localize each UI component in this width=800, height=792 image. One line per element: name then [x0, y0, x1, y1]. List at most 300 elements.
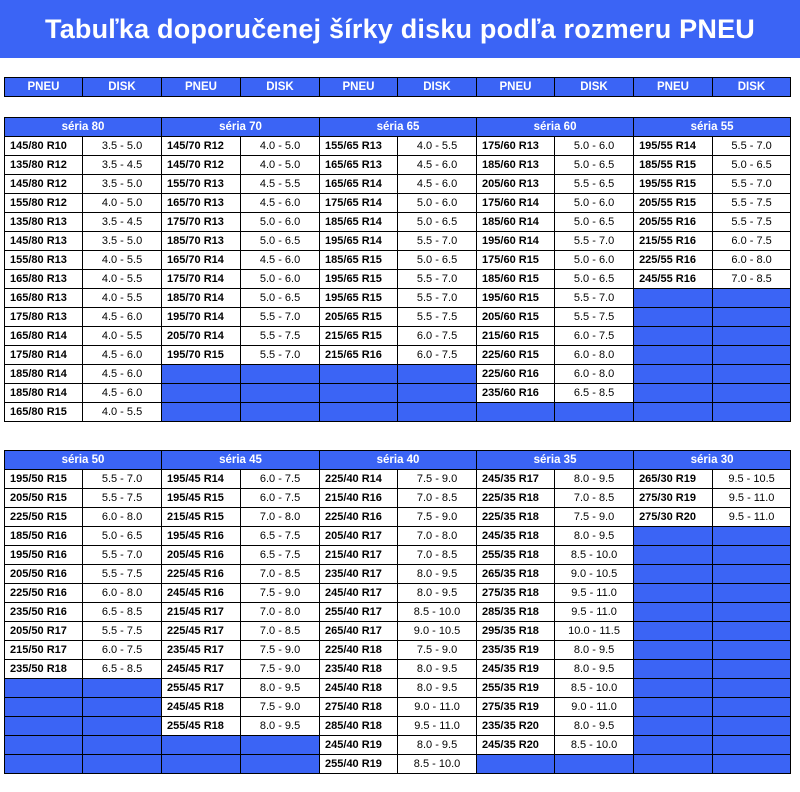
rim-width: 4.5 - 6.0 [398, 175, 477, 194]
rim-width: 8.0 - 9.5 [555, 660, 634, 679]
rim-width: 8.0 - 9.5 [398, 584, 477, 603]
tire-size: 295/35 R18 [477, 622, 555, 641]
tire-size: 165/80 R13 [5, 289, 83, 308]
empty-cell [713, 565, 791, 584]
empty-cell [634, 622, 713, 641]
empty-cell [555, 403, 634, 422]
header-pneu: PNEU [5, 78, 83, 97]
rim-width: 5.0 - 6.5 [398, 251, 477, 270]
rim-width: 4.5 - 6.0 [398, 156, 477, 175]
empty-cell [634, 565, 713, 584]
rim-width: 5.5 - 7.5 [83, 489, 162, 508]
rim-width: 5.0 - 6.0 [555, 251, 634, 270]
empty-cell [241, 365, 320, 384]
tire-size: 205/50 R17 [5, 622, 83, 641]
tire-size: 255/40 R17 [320, 603, 398, 622]
rim-width: 8.0 - 9.5 [398, 679, 477, 698]
tire-size: 265/35 R18 [477, 565, 555, 584]
tire-size: 195/60 R14 [477, 232, 555, 251]
rim-width: 7.0 - 8.5 [398, 546, 477, 565]
empty-cell [713, 289, 791, 308]
tire-size: 215/50 R17 [5, 641, 83, 660]
tire-size: 195/60 R15 [477, 289, 555, 308]
rim-width: 5.0 - 6.5 [713, 156, 791, 175]
rim-width: 7.0 - 8.0 [398, 527, 477, 546]
tire-size: 215/65 R16 [320, 346, 398, 365]
rim-width: 8.0 - 9.5 [555, 717, 634, 736]
tire-size: 275/30 R19 [634, 489, 713, 508]
rim-width: 4.0 - 5.5 [83, 403, 162, 422]
empty-cell [162, 736, 241, 755]
tire-size: 165/65 R14 [320, 175, 398, 194]
empty-cell [5, 717, 83, 736]
column-header-row [4, 77, 791, 97]
rim-width: 5.0 - 6.5 [83, 527, 162, 546]
rim-width: 7.0 - 8.0 [241, 603, 320, 622]
tire-size: 205/40 R17 [320, 527, 398, 546]
rim-width: 5.5 - 7.0 [83, 546, 162, 565]
series-header: séria 55 [634, 118, 791, 137]
empty-cell [634, 546, 713, 565]
header-pneu: PNEU [162, 78, 241, 97]
tire-size: 165/80 R14 [5, 327, 83, 346]
rim-width: 7.0 - 8.5 [398, 489, 477, 508]
tire-size: 165/70 R13 [162, 194, 241, 213]
rim-width: 8.5 - 10.0 [398, 603, 477, 622]
rim-width: 3.5 - 5.0 [83, 232, 162, 251]
rim-width: 5.0 - 6.5 [555, 213, 634, 232]
tire-size: 175/80 R14 [5, 346, 83, 365]
rim-width: 4.5 - 6.0 [241, 194, 320, 213]
tire-size: 275/30 R20 [634, 508, 713, 527]
empty-cell [83, 717, 162, 736]
rim-width: 4.0 - 5.5 [83, 270, 162, 289]
rim-width: 6.5 - 7.5 [241, 546, 320, 565]
empty-cell [713, 622, 791, 641]
rim-width: 5.5 - 7.0 [83, 470, 162, 489]
tire-size: 285/40 R18 [320, 717, 398, 736]
rim-width: 8.0 - 9.5 [241, 717, 320, 736]
empty-cell [83, 679, 162, 698]
rim-width: 4.5 - 6.0 [83, 346, 162, 365]
tire-size: 145/70 R12 [162, 156, 241, 175]
rim-width: 4.5 - 6.0 [241, 251, 320, 270]
rim-width: 5.5 - 7.5 [241, 327, 320, 346]
rim-width: 5.0 - 6.5 [398, 213, 477, 232]
empty-cell [398, 403, 477, 422]
tire-size: 195/65 R15 [320, 289, 398, 308]
tire-size: 235/35 R20 [477, 717, 555, 736]
rim-width: 7.0 - 8.5 [555, 489, 634, 508]
series-header: séria 50 [5, 451, 162, 470]
series-header: séria 60 [477, 118, 634, 137]
empty-cell [634, 327, 713, 346]
rim-width: 5.0 - 6.0 [555, 194, 634, 213]
empty-cell [320, 365, 398, 384]
rim-width: 7.5 - 9.0 [241, 698, 320, 717]
tire-size: 155/65 R13 [320, 137, 398, 156]
rim-width: 5.5 - 7.0 [241, 308, 320, 327]
rim-width: 5.0 - 6.0 [241, 213, 320, 232]
empty-cell [555, 755, 634, 774]
empty-cell [634, 308, 713, 327]
tire-size: 285/35 R18 [477, 603, 555, 622]
tire-size: 255/35 R18 [477, 546, 555, 565]
empty-cell [713, 736, 791, 755]
rim-width: 5.0 - 6.5 [555, 156, 634, 175]
empty-cell [5, 679, 83, 698]
tire-size: 175/70 R13 [162, 213, 241, 232]
tire-size: 235/45 R17 [162, 641, 241, 660]
rim-width: 6.0 - 7.5 [398, 327, 477, 346]
empty-cell [241, 403, 320, 422]
rim-width: 5.0 - 6.0 [241, 270, 320, 289]
tire-size: 255/40 R19 [320, 755, 398, 774]
tire-size: 215/40 R17 [320, 546, 398, 565]
empty-cell [83, 755, 162, 774]
tire-size: 205/45 R16 [162, 546, 241, 565]
empty-cell [555, 422, 634, 441]
empty-cell [477, 422, 555, 441]
tire-size: 195/50 R15 [5, 470, 83, 489]
rim-width: 5.5 - 7.0 [398, 270, 477, 289]
empty-cell [634, 736, 713, 755]
rim-width: 5.5 - 7.5 [713, 194, 791, 213]
empty-cell [162, 403, 241, 422]
tire-size: 215/45 R15 [162, 508, 241, 527]
rim-width: 6.5 - 8.5 [83, 603, 162, 622]
tire-size: 225/60 R15 [477, 346, 555, 365]
rim-width: 7.0 - 8.0 [241, 508, 320, 527]
rim-width: 8.0 - 9.5 [555, 641, 634, 660]
empty-cell [713, 546, 791, 565]
rim-width: 7.0 - 8.5 [713, 270, 791, 289]
tire-size: 185/70 R14 [162, 289, 241, 308]
empty-cell [398, 384, 477, 403]
tire-size: 275/35 R19 [477, 698, 555, 717]
rim-width: 5.0 - 6.5 [241, 289, 320, 308]
tire-size: 155/80 R13 [5, 251, 83, 270]
tire-size: 245/35 R20 [477, 736, 555, 755]
rim-width: 4.0 - 5.5 [83, 251, 162, 270]
rim-width: 6.0 - 8.0 [555, 365, 634, 384]
rim-width: 6.5 - 8.5 [555, 384, 634, 403]
rim-width: 5.5 - 7.0 [241, 346, 320, 365]
rim-width: 8.0 - 9.5 [241, 679, 320, 698]
tire-size: 195/65 R14 [320, 232, 398, 251]
empty-cell [634, 384, 713, 403]
rim-width: 5.5 - 7.0 [555, 289, 634, 308]
header-disk: DISK [713, 78, 791, 97]
rim-width: 7.5 - 9.0 [398, 641, 477, 660]
tire-size: 245/45 R18 [162, 698, 241, 717]
series-header: séria 65 [320, 118, 477, 137]
header-pneu: PNEU [320, 78, 398, 97]
tire-size: 185/60 R14 [477, 213, 555, 232]
tire-size: 255/35 R19 [477, 679, 555, 698]
rim-width: 4.5 - 6.0 [83, 365, 162, 384]
empty-cell [713, 527, 791, 546]
rim-width: 6.5 - 7.5 [241, 527, 320, 546]
rim-width: 4.5 - 6.0 [83, 384, 162, 403]
tire-size: 245/40 R19 [320, 736, 398, 755]
tire-size: 145/70 R12 [162, 137, 241, 156]
rim-width: 5.0 - 6.0 [398, 194, 477, 213]
tire-size: 195/70 R15 [162, 346, 241, 365]
rim-width: 8.5 - 10.0 [555, 546, 634, 565]
tire-size: 235/40 R17 [320, 565, 398, 584]
empty-cell [162, 422, 241, 441]
tire-size: 225/60 R16 [477, 365, 555, 384]
empty-cell [713, 755, 791, 774]
tire-size: 205/65 R15 [320, 308, 398, 327]
empty-cell [477, 403, 555, 422]
empty-cell [634, 584, 713, 603]
rim-width: 9.5 - 11.0 [555, 584, 634, 603]
rim-width: 5.5 - 7.0 [398, 289, 477, 308]
empty-cell [83, 736, 162, 755]
rim-width: 8.0 - 9.5 [555, 527, 634, 546]
rim-width: 4.5 - 6.0 [83, 308, 162, 327]
empty-cell [320, 384, 398, 403]
tire-size: 205/60 R15 [477, 308, 555, 327]
rim-width: 4.0 - 5.5 [83, 327, 162, 346]
empty-cell [320, 422, 398, 441]
tire-size: 225/50 R15 [5, 508, 83, 527]
rim-width: 6.0 - 8.0 [83, 508, 162, 527]
rim-width: 6.0 - 7.5 [398, 346, 477, 365]
rim-width: 6.0 - 7.5 [83, 641, 162, 660]
rim-width: 5.5 - 7.0 [398, 232, 477, 251]
rim-width: 6.0 - 7.5 [241, 489, 320, 508]
tire-size: 175/60 R15 [477, 251, 555, 270]
empty-cell [162, 384, 241, 403]
tire-size: 175/70 R14 [162, 270, 241, 289]
empty-cell [713, 346, 791, 365]
rim-width: 3.5 - 5.0 [83, 175, 162, 194]
empty-cell [241, 384, 320, 403]
empty-cell [634, 755, 713, 774]
tire-size: 235/60 R16 [477, 384, 555, 403]
empty-cell [634, 289, 713, 308]
empty-cell [5, 755, 83, 774]
tire-size: 215/45 R17 [162, 603, 241, 622]
tire-size: 185/80 R14 [5, 384, 83, 403]
tire-size: 195/45 R15 [162, 489, 241, 508]
tire-size: 215/65 R15 [320, 327, 398, 346]
tire-size: 205/55 R16 [634, 213, 713, 232]
rim-width: 8.0 - 9.5 [398, 565, 477, 584]
tire-size: 215/60 R15 [477, 327, 555, 346]
tire-size: 175/65 R14 [320, 194, 398, 213]
empty-cell [634, 603, 713, 622]
empty-cell [713, 308, 791, 327]
rim-width: 7.5 - 9.0 [241, 660, 320, 679]
tire-size: 135/80 R12 [5, 156, 83, 175]
empty-cell [713, 384, 791, 403]
rim-width: 4.5 - 5.5 [241, 175, 320, 194]
rim-width: 9.5 - 11.0 [398, 717, 477, 736]
rim-width: 6.0 - 8.0 [713, 251, 791, 270]
tire-size: 195/50 R16 [5, 546, 83, 565]
empty-cell [398, 422, 477, 441]
empty-cell [634, 527, 713, 546]
rim-width: 3.5 - 4.5 [83, 213, 162, 232]
tire-size: 245/35 R17 [477, 470, 555, 489]
tire-size: 145/80 R13 [5, 232, 83, 251]
rim-width: 7.5 - 9.0 [398, 470, 477, 489]
series-header: séria 80 [5, 118, 162, 137]
rim-width: 9.0 - 10.5 [555, 565, 634, 584]
tire-size: 225/40 R14 [320, 470, 398, 489]
header-disk: DISK [241, 78, 320, 97]
empty-cell [241, 422, 320, 441]
rim-width: 8.5 - 10.0 [555, 736, 634, 755]
rim-width: 4.0 - 5.5 [83, 289, 162, 308]
empty-cell [83, 422, 162, 441]
rim-width: 5.5 - 6.5 [555, 175, 634, 194]
rim-width: 5.5 - 7.5 [83, 565, 162, 584]
empty-cell [713, 403, 791, 422]
tire-size: 195/55 R15 [634, 175, 713, 194]
empty-cell [713, 327, 791, 346]
empty-cell [398, 365, 477, 384]
rim-width: 5.5 - 7.0 [713, 137, 791, 156]
empty-cell [83, 698, 162, 717]
tire-size: 255/45 R17 [162, 679, 241, 698]
tire-size: 205/55 R15 [634, 194, 713, 213]
tire-size: 215/55 R16 [634, 232, 713, 251]
rim-width: 4.0 - 5.0 [241, 137, 320, 156]
series-header: séria 45 [162, 451, 320, 470]
tire-size: 245/55 R16 [634, 270, 713, 289]
empty-cell [634, 403, 713, 422]
empty-cell [5, 698, 83, 717]
empty-cell [634, 679, 713, 698]
rim-width: 3.5 - 4.5 [83, 156, 162, 175]
tire-size: 155/70 R13 [162, 175, 241, 194]
empty-cell [162, 365, 241, 384]
rim-width: 5.5 - 7.0 [555, 232, 634, 251]
tire-size: 195/70 R14 [162, 308, 241, 327]
rim-width: 4.0 - 5.5 [398, 137, 477, 156]
rim-width: 6.0 - 7.5 [555, 327, 634, 346]
rim-width: 8.5 - 10.0 [555, 679, 634, 698]
tire-size: 185/65 R15 [320, 251, 398, 270]
tire-size: 185/60 R15 [477, 270, 555, 289]
empty-cell [634, 698, 713, 717]
rim-width: 7.0 - 8.5 [241, 622, 320, 641]
tire-size: 205/50 R15 [5, 489, 83, 508]
tire-size: 165/80 R13 [5, 270, 83, 289]
empty-cell [241, 755, 320, 774]
page-title: Tabuľka doporučenej šírky disku podľa rozmeru PNEU [0, 0, 800, 58]
tire-size: 235/35 R19 [477, 641, 555, 660]
rim-width: 9.5 - 11.0 [713, 489, 791, 508]
tire-size: 205/70 R14 [162, 327, 241, 346]
empty-cell [634, 641, 713, 660]
header-pneu: PNEU [477, 78, 555, 97]
tire-size: 165/65 R13 [320, 156, 398, 175]
tire-size: 145/80 R10 [5, 137, 83, 156]
rim-width: 6.0 - 8.0 [83, 584, 162, 603]
tire-size: 185/50 R16 [5, 527, 83, 546]
header-disk: DISK [83, 78, 162, 97]
tire-size: 145/80 R12 [5, 175, 83, 194]
tire-size: 175/60 R13 [477, 137, 555, 156]
tire-size: 175/60 R14 [477, 194, 555, 213]
empty-cell [634, 365, 713, 384]
header-disk: DISK [555, 78, 634, 97]
tire-size: 185/70 R13 [162, 232, 241, 251]
rim-width: 8.0 - 9.5 [398, 660, 477, 679]
empty-cell [634, 660, 713, 679]
empty-cell [634, 422, 713, 441]
empty-cell [713, 584, 791, 603]
rim-width: 5.0 - 6.5 [555, 270, 634, 289]
tire-size: 245/45 R16 [162, 584, 241, 603]
rim-width: 6.5 - 8.5 [83, 660, 162, 679]
tire-size: 185/60 R13 [477, 156, 555, 175]
tire-size: 275/35 R18 [477, 584, 555, 603]
header-disk: DISK [398, 78, 477, 97]
rim-width: 7.5 - 9.0 [241, 584, 320, 603]
tire-size: 185/55 R15 [634, 156, 713, 175]
tire-size: 195/55 R14 [634, 137, 713, 156]
empty-cell [713, 603, 791, 622]
rim-width: 4.0 - 5.0 [83, 194, 162, 213]
rim-width: 8.0 - 9.5 [398, 736, 477, 755]
tire-size: 155/80 R12 [5, 194, 83, 213]
rim-width: 8.0 - 9.5 [555, 470, 634, 489]
rim-width: 9.0 - 11.0 [398, 698, 477, 717]
tire-size: 265/30 R19 [634, 470, 713, 489]
tire-size: 235/50 R16 [5, 603, 83, 622]
tire-size: 225/45 R17 [162, 622, 241, 641]
rim-width: 3.5 - 5.0 [83, 137, 162, 156]
empty-cell [713, 641, 791, 660]
tire-size: 225/40 R16 [320, 508, 398, 527]
rim-width: 6.0 - 7.5 [241, 470, 320, 489]
rim-width: 9.5 - 10.5 [713, 470, 791, 489]
tire-size: 225/45 R16 [162, 565, 241, 584]
tire-size: 165/80 R15 [5, 403, 83, 422]
rim-width: 5.5 - 7.5 [713, 213, 791, 232]
tire-size: 225/35 R18 [477, 508, 555, 527]
tire-size: 245/35 R18 [477, 527, 555, 546]
tire-size: 195/45 R16 [162, 527, 241, 546]
rim-width: 9.0 - 11.0 [555, 698, 634, 717]
empty-cell [634, 717, 713, 736]
tire-size: 265/40 R17 [320, 622, 398, 641]
tire-size: 195/65 R15 [320, 270, 398, 289]
empty-cell [713, 698, 791, 717]
empty-cell [634, 346, 713, 365]
rim-width: 9.5 - 11.0 [713, 508, 791, 527]
tire-size: 225/50 R16 [5, 584, 83, 603]
rim-width: 8.5 - 10.0 [398, 755, 477, 774]
tire-size: 185/80 R14 [5, 365, 83, 384]
rim-width: 5.5 - 7.5 [83, 622, 162, 641]
series-header: séria 30 [634, 451, 791, 470]
tire-size: 205/50 R16 [5, 565, 83, 584]
empty-cell [241, 736, 320, 755]
empty-cell [713, 717, 791, 736]
tire-size: 245/35 R19 [477, 660, 555, 679]
tire-size: 185/65 R14 [320, 213, 398, 232]
rim-width: 9.0 - 10.5 [398, 622, 477, 641]
tire-size: 245/45 R17 [162, 660, 241, 679]
